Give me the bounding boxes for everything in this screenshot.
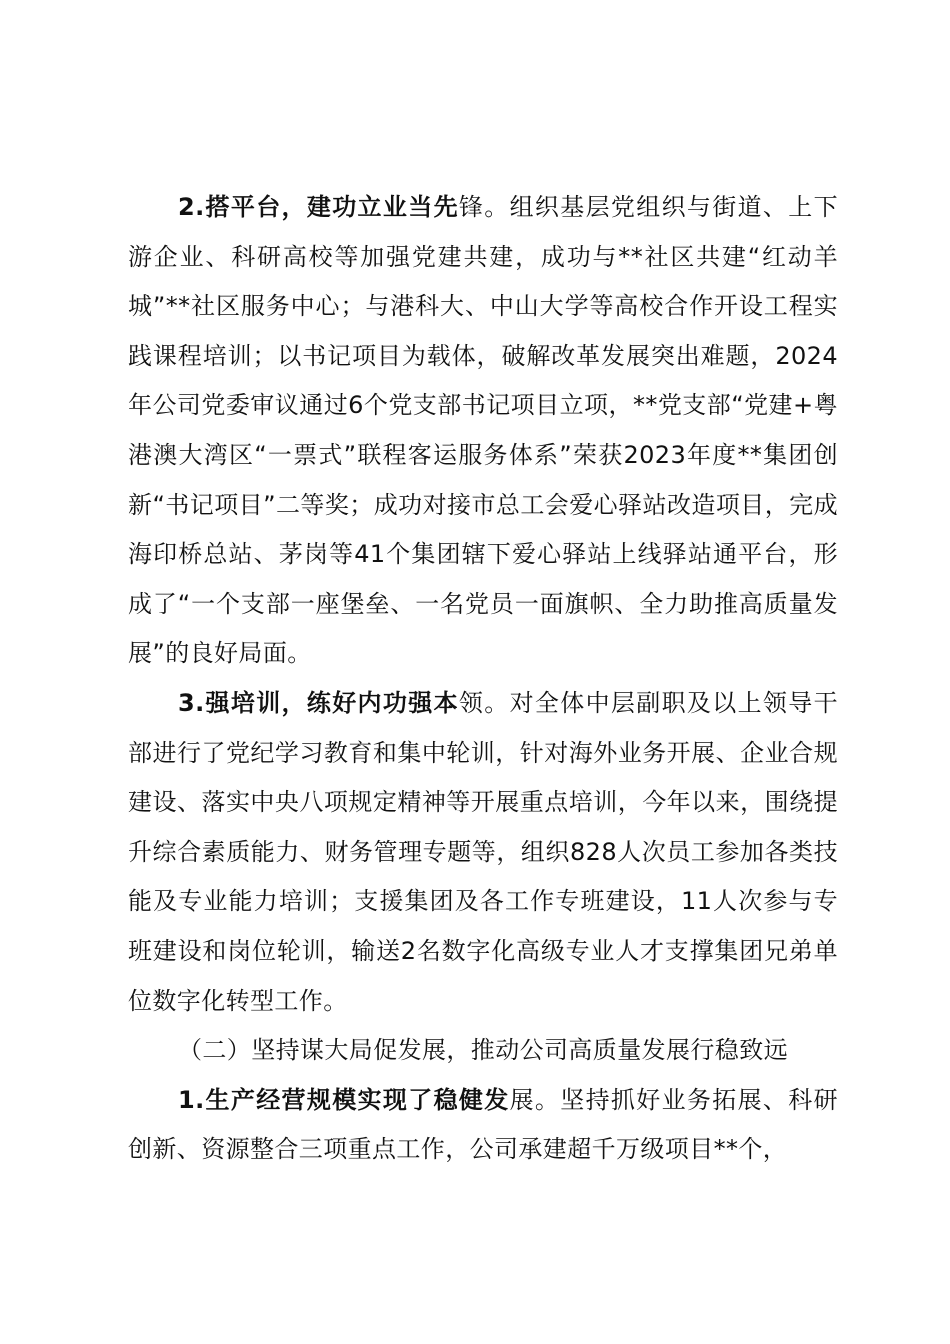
paragraph-training-text: 领。对全体中层副职及以上领导干部进行了党纪学习教育和集中轮训，针对海外业务开展、企业合规建设、落实中央八项规定精神等开展重点培训，今年以来，围绕提升综合素质能力、财务管理专题等，组织828人次员工参加各类技能及专业能力培训；支援集团及各工作专班建设，11人次参与专班建设和岗位轮训，输送2名数字化高级专业人才支撑集团兄弟单位数字化转型工作。 [128, 688, 838, 1015]
section-heading-development [128, 1026, 838, 1076]
paragraph-training-heading: 3.强培训，练好内功强本 [178, 688, 459, 717]
paragraph-platform [128, 183, 838, 679]
paragraph-platform-heading: 2.搭平台，建功立业当先 [178, 193, 459, 221]
document-body [128, 183, 838, 1175]
paragraph-production [128, 1076, 838, 1175]
paragraph-production-text: 展。坚持抓好业务拓展、科研创新、资源整合三项重点工作，公司承建超千万级项目**个， [128, 1085, 838, 1164]
section-heading-development-text: （二）坚持谋大局促发展，推动公司高质量发展行稳致远 [178, 1036, 788, 1065]
paragraph-production-heading: 1.生产经营规模实现了稳健发 [178, 1085, 510, 1114]
paragraph-platform-text: 锋。组织基层党组织与街道、上下游企业、科研高校等加强党建共建，成功与**社区共建“红动羊城”**社区服务中心；与港科大、中山大学等高校合作开设工程实践课程培训；以书记项目为载体，破解改革发展突出难题，2024年公司党委审议通过6个党支部书记项目立项，**党支部“党建+粤港澳大湾区“一票式”联程客运服务体系”荣获2023年度**集团创新“书记项目”二等奖；成功对接市总工会爱心驿站改造项目，完成海印桥总站、茅岗等41个集团辖下爱心驿站上线驿站通平台，形成了“一个支部一座堡垒、一名党员一面旗帜、全力助推高质量发展”的良好局面。 [128, 193, 839, 668]
paragraph-training [128, 679, 838, 1026]
